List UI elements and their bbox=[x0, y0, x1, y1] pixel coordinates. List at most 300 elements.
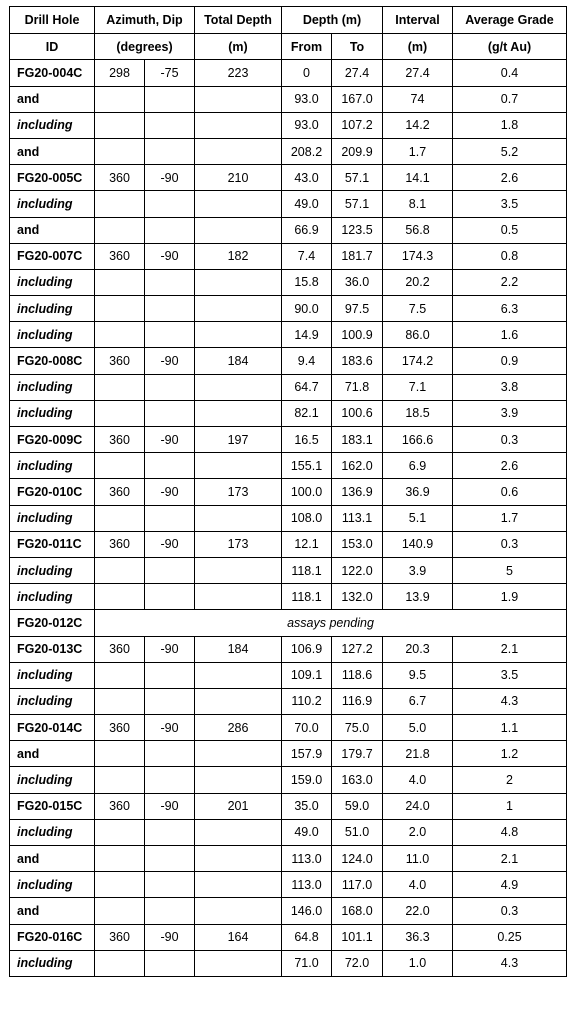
grade-cell: 6.3 bbox=[453, 296, 567, 322]
from-cell: 157.9 bbox=[282, 741, 332, 767]
interval-cell: 13.9 bbox=[383, 584, 453, 610]
grade-cell: 3.5 bbox=[453, 191, 567, 217]
interval-cell: 166.6 bbox=[383, 427, 453, 453]
azimuth-cell bbox=[95, 741, 145, 767]
drill-hole-id-cell: and bbox=[10, 846, 95, 872]
drill-hole-id-cell: including bbox=[10, 400, 95, 426]
azimuth-cell: 298 bbox=[95, 60, 145, 86]
grade-cell: 1.7 bbox=[453, 505, 567, 531]
interval-cell: 14.1 bbox=[383, 165, 453, 191]
from-cell: 208.2 bbox=[282, 138, 332, 164]
dip-cell bbox=[145, 453, 195, 479]
interval-cell: 174.3 bbox=[383, 243, 453, 269]
total-depth-cell bbox=[195, 819, 282, 845]
grade-cell: 4.3 bbox=[453, 688, 567, 714]
header-row-1 bbox=[10, 7, 567, 34]
dip-cell bbox=[145, 86, 195, 112]
grade-cell: 4.8 bbox=[453, 819, 567, 845]
from-cell: 35.0 bbox=[282, 793, 332, 819]
drill-hole-id-cell: including bbox=[10, 322, 95, 348]
table-row bbox=[10, 322, 567, 348]
from-cell: 15.8 bbox=[282, 269, 332, 295]
interval-cell: 11.0 bbox=[383, 846, 453, 872]
grade-cell: 0.7 bbox=[453, 86, 567, 112]
total-depth-cell: 184 bbox=[195, 348, 282, 374]
azimuth-cell bbox=[95, 322, 145, 348]
dip-cell bbox=[145, 269, 195, 295]
interval-cell: 86.0 bbox=[383, 322, 453, 348]
interval-cell: 3.9 bbox=[383, 557, 453, 583]
to-cell: 183.6 bbox=[332, 348, 383, 374]
azimuth-cell bbox=[95, 191, 145, 217]
header-azimuth-dip: Azimuth, Dip bbox=[95, 7, 195, 34]
from-cell: 49.0 bbox=[282, 191, 332, 217]
total-depth-cell bbox=[195, 453, 282, 479]
drill-hole-id-cell: FG20-007C bbox=[10, 243, 95, 269]
grade-cell: 1 bbox=[453, 793, 567, 819]
dip-cell bbox=[145, 191, 195, 217]
table-row bbox=[10, 924, 567, 950]
table-row bbox=[10, 400, 567, 426]
total-depth-cell: 286 bbox=[195, 715, 282, 741]
header-total-depth-unit: (m) bbox=[195, 33, 282, 60]
drill-hole-id-cell: including bbox=[10, 950, 95, 976]
drill-hole-id-cell: FG20-012C bbox=[10, 610, 95, 636]
to-cell: 116.9 bbox=[332, 688, 383, 714]
assays-pending-note: assays pending bbox=[95, 610, 567, 636]
table-row bbox=[10, 453, 567, 479]
from-cell: 64.7 bbox=[282, 374, 332, 400]
total-depth-cell bbox=[195, 86, 282, 112]
drill-hole-id-cell: including bbox=[10, 688, 95, 714]
from-cell: 93.0 bbox=[282, 86, 332, 112]
to-cell: 59.0 bbox=[332, 793, 383, 819]
interval-cell: 6.9 bbox=[383, 453, 453, 479]
drill-hole-id-cell: including bbox=[10, 374, 95, 400]
drill-hole-id-cell: and bbox=[10, 741, 95, 767]
drill-hole-id-cell: FG20-014C bbox=[10, 715, 95, 741]
drill-hole-id-cell: including bbox=[10, 269, 95, 295]
to-cell: 162.0 bbox=[332, 453, 383, 479]
from-cell: 16.5 bbox=[282, 427, 332, 453]
grade-cell: 1.8 bbox=[453, 112, 567, 138]
total-depth-cell bbox=[195, 898, 282, 924]
total-depth-cell: 223 bbox=[195, 60, 282, 86]
to-cell: 100.9 bbox=[332, 322, 383, 348]
total-depth-cell bbox=[195, 767, 282, 793]
grade-cell: 2.1 bbox=[453, 846, 567, 872]
total-depth-cell bbox=[195, 322, 282, 348]
header-interval-unit: (m) bbox=[383, 33, 453, 60]
total-depth-cell: 164 bbox=[195, 924, 282, 950]
from-cell: 110.2 bbox=[282, 688, 332, 714]
azimuth-cell bbox=[95, 138, 145, 164]
from-cell: 0 bbox=[282, 60, 332, 86]
dip-cell bbox=[145, 322, 195, 348]
azimuth-cell: 360 bbox=[95, 924, 145, 950]
interval-cell: 5.1 bbox=[383, 505, 453, 531]
drill-results-table-container bbox=[9, 6, 567, 977]
table-row bbox=[10, 767, 567, 793]
grade-cell: 0.6 bbox=[453, 479, 567, 505]
azimuth-cell bbox=[95, 767, 145, 793]
drill-hole-id-cell: FG20-005C bbox=[10, 165, 95, 191]
azimuth-cell bbox=[95, 688, 145, 714]
grade-cell: 0.3 bbox=[453, 898, 567, 924]
table-row bbox=[10, 348, 567, 374]
from-cell: 100.0 bbox=[282, 479, 332, 505]
dip-cell bbox=[145, 819, 195, 845]
total-depth-cell bbox=[195, 296, 282, 322]
total-depth-cell bbox=[195, 505, 282, 531]
dip-cell: -90 bbox=[145, 531, 195, 557]
total-depth-cell: 182 bbox=[195, 243, 282, 269]
dip-cell bbox=[145, 296, 195, 322]
grade-cell: 0.8 bbox=[453, 243, 567, 269]
interval-cell: 21.8 bbox=[383, 741, 453, 767]
from-cell: 9.4 bbox=[282, 348, 332, 374]
total-depth-cell: 210 bbox=[195, 165, 282, 191]
total-depth-cell bbox=[195, 217, 282, 243]
to-cell: 168.0 bbox=[332, 898, 383, 924]
grade-cell: 0.4 bbox=[453, 60, 567, 86]
dip-cell bbox=[145, 898, 195, 924]
azimuth-cell bbox=[95, 819, 145, 845]
table-row bbox=[10, 846, 567, 872]
to-cell: 127.2 bbox=[332, 636, 383, 662]
drill-hole-id-cell: FG20-008C bbox=[10, 348, 95, 374]
table-row bbox=[10, 688, 567, 714]
to-cell: 118.6 bbox=[332, 662, 383, 688]
interval-cell: 7.1 bbox=[383, 374, 453, 400]
table-row bbox=[10, 505, 567, 531]
to-cell: 57.1 bbox=[332, 191, 383, 217]
to-cell: 51.0 bbox=[332, 819, 383, 845]
interval-cell: 18.5 bbox=[383, 400, 453, 426]
interval-cell: 9.5 bbox=[383, 662, 453, 688]
table-row bbox=[10, 269, 567, 295]
from-cell: 71.0 bbox=[282, 950, 332, 976]
interval-cell: 4.0 bbox=[383, 767, 453, 793]
table-row bbox=[10, 296, 567, 322]
table-row bbox=[10, 584, 567, 610]
azimuth-cell: 360 bbox=[95, 165, 145, 191]
total-depth-cell bbox=[195, 557, 282, 583]
grade-cell: 0.9 bbox=[453, 348, 567, 374]
dip-cell: -90 bbox=[145, 427, 195, 453]
table-row bbox=[10, 741, 567, 767]
from-cell: 93.0 bbox=[282, 112, 332, 138]
interval-cell: 56.8 bbox=[383, 217, 453, 243]
azimuth-cell: 360 bbox=[95, 348, 145, 374]
to-cell: 72.0 bbox=[332, 950, 383, 976]
from-cell: 146.0 bbox=[282, 898, 332, 924]
dip-cell: -90 bbox=[145, 479, 195, 505]
dip-cell: -90 bbox=[145, 348, 195, 374]
header-depth: Depth (m) bbox=[282, 7, 383, 34]
to-cell: 124.0 bbox=[332, 846, 383, 872]
total-depth-cell: 184 bbox=[195, 636, 282, 662]
dip-cell bbox=[145, 584, 195, 610]
grade-cell: 5.2 bbox=[453, 138, 567, 164]
from-cell: 64.8 bbox=[282, 924, 332, 950]
drill-hole-id-cell: including bbox=[10, 453, 95, 479]
dip-cell: -90 bbox=[145, 243, 195, 269]
to-cell: 153.0 bbox=[332, 531, 383, 557]
interval-cell: 1.7 bbox=[383, 138, 453, 164]
dip-cell bbox=[145, 662, 195, 688]
grade-cell: 1.2 bbox=[453, 741, 567, 767]
from-cell: 70.0 bbox=[282, 715, 332, 741]
dip-cell: -90 bbox=[145, 165, 195, 191]
dip-cell: -90 bbox=[145, 793, 195, 819]
from-cell: 113.0 bbox=[282, 846, 332, 872]
azimuth-cell: 360 bbox=[95, 243, 145, 269]
dip-cell bbox=[145, 505, 195, 531]
header-drill-hole: Drill Hole bbox=[10, 7, 95, 34]
grade-cell: 0.3 bbox=[453, 427, 567, 453]
drill-hole-id-cell: including bbox=[10, 112, 95, 138]
interval-cell: 140.9 bbox=[383, 531, 453, 557]
total-depth-cell: 173 bbox=[195, 531, 282, 557]
drill-hole-id-cell: including bbox=[10, 662, 95, 688]
interval-cell: 20.3 bbox=[383, 636, 453, 662]
azimuth-cell bbox=[95, 557, 145, 583]
table-row bbox=[10, 636, 567, 662]
azimuth-cell bbox=[95, 898, 145, 924]
azimuth-cell bbox=[95, 453, 145, 479]
total-depth-cell bbox=[195, 662, 282, 688]
azimuth-cell: 360 bbox=[95, 793, 145, 819]
table-row bbox=[10, 819, 567, 845]
dip-cell bbox=[145, 557, 195, 583]
drill-hole-id-cell: FG20-011C bbox=[10, 531, 95, 557]
interval-cell: 74 bbox=[383, 86, 453, 112]
table-body bbox=[10, 60, 567, 977]
header-to: To bbox=[332, 33, 383, 60]
dip-cell bbox=[145, 688, 195, 714]
from-cell: 118.1 bbox=[282, 584, 332, 610]
dip-cell bbox=[145, 138, 195, 164]
from-cell: 108.0 bbox=[282, 505, 332, 531]
header-degrees: (degrees) bbox=[95, 33, 195, 60]
total-depth-cell bbox=[195, 112, 282, 138]
interval-cell: 174.2 bbox=[383, 348, 453, 374]
total-depth-cell bbox=[195, 138, 282, 164]
azimuth-cell bbox=[95, 584, 145, 610]
total-depth-cell: 197 bbox=[195, 427, 282, 453]
header-row-2 bbox=[10, 33, 567, 60]
interval-cell: 22.0 bbox=[383, 898, 453, 924]
grade-cell: 2.2 bbox=[453, 269, 567, 295]
azimuth-cell bbox=[95, 872, 145, 898]
to-cell: 27.4 bbox=[332, 60, 383, 86]
azimuth-cell bbox=[95, 269, 145, 295]
dip-cell bbox=[145, 112, 195, 138]
from-cell: 66.9 bbox=[282, 217, 332, 243]
interval-cell: 2.0 bbox=[383, 819, 453, 845]
total-depth-cell bbox=[195, 688, 282, 714]
azimuth-cell: 360 bbox=[95, 531, 145, 557]
total-depth-cell bbox=[195, 191, 282, 217]
dip-cell bbox=[145, 400, 195, 426]
dip-cell: -90 bbox=[145, 924, 195, 950]
to-cell: 179.7 bbox=[332, 741, 383, 767]
azimuth-cell bbox=[95, 662, 145, 688]
total-depth-cell bbox=[195, 269, 282, 295]
azimuth-cell bbox=[95, 846, 145, 872]
to-cell: 122.0 bbox=[332, 557, 383, 583]
azimuth-cell: 360 bbox=[95, 427, 145, 453]
drill-hole-id-cell: including bbox=[10, 296, 95, 322]
interval-cell: 24.0 bbox=[383, 793, 453, 819]
to-cell: 183.1 bbox=[332, 427, 383, 453]
to-cell: 136.9 bbox=[332, 479, 383, 505]
to-cell: 163.0 bbox=[332, 767, 383, 793]
to-cell: 101.1 bbox=[332, 924, 383, 950]
interval-cell: 8.1 bbox=[383, 191, 453, 217]
from-cell: 109.1 bbox=[282, 662, 332, 688]
interval-cell: 36.9 bbox=[383, 479, 453, 505]
table-row bbox=[10, 715, 567, 741]
grade-cell: 3.8 bbox=[453, 374, 567, 400]
drill-hole-id-cell: FG20-010C bbox=[10, 479, 95, 505]
header-average-grade: Average Grade bbox=[453, 7, 567, 34]
azimuth-cell: 360 bbox=[95, 636, 145, 662]
total-depth-cell bbox=[195, 374, 282, 400]
grade-cell: 3.5 bbox=[453, 662, 567, 688]
grade-cell: 0.25 bbox=[453, 924, 567, 950]
total-depth-cell bbox=[195, 400, 282, 426]
to-cell: 132.0 bbox=[332, 584, 383, 610]
from-cell: 43.0 bbox=[282, 165, 332, 191]
drill-results-table bbox=[9, 6, 567, 977]
grade-cell: 1.1 bbox=[453, 715, 567, 741]
interval-cell: 14.2 bbox=[383, 112, 453, 138]
grade-cell: 2 bbox=[453, 767, 567, 793]
to-cell: 71.8 bbox=[332, 374, 383, 400]
azimuth-cell: 360 bbox=[95, 479, 145, 505]
total-depth-cell bbox=[195, 584, 282, 610]
azimuth-cell: 360 bbox=[95, 715, 145, 741]
total-depth-cell bbox=[195, 741, 282, 767]
grade-cell: 0.5 bbox=[453, 217, 567, 243]
azimuth-cell bbox=[95, 296, 145, 322]
drill-hole-id-cell: FG20-016C bbox=[10, 924, 95, 950]
grade-cell: 5 bbox=[453, 557, 567, 583]
drill-hole-id-cell: including bbox=[10, 191, 95, 217]
table-row bbox=[10, 557, 567, 583]
from-cell: 106.9 bbox=[282, 636, 332, 662]
total-depth-cell bbox=[195, 846, 282, 872]
total-depth-cell bbox=[195, 872, 282, 898]
table-row bbox=[10, 950, 567, 976]
header-interval: Interval bbox=[383, 7, 453, 34]
grade-cell: 2.6 bbox=[453, 453, 567, 479]
from-cell: 49.0 bbox=[282, 819, 332, 845]
table-row bbox=[10, 217, 567, 243]
interval-cell: 5.0 bbox=[383, 715, 453, 741]
from-cell: 12.1 bbox=[282, 531, 332, 557]
to-cell: 107.2 bbox=[332, 112, 383, 138]
to-cell: 75.0 bbox=[332, 715, 383, 741]
azimuth-cell bbox=[95, 400, 145, 426]
to-cell: 100.6 bbox=[332, 400, 383, 426]
drill-hole-id-cell: including bbox=[10, 819, 95, 845]
drill-hole-id-cell: and bbox=[10, 138, 95, 164]
from-cell: 159.0 bbox=[282, 767, 332, 793]
dip-cell bbox=[145, 872, 195, 898]
grade-cell: 0.3 bbox=[453, 531, 567, 557]
header-drill-hole-id: ID bbox=[10, 33, 95, 60]
grade-cell: 2.1 bbox=[453, 636, 567, 662]
to-cell: 123.5 bbox=[332, 217, 383, 243]
drill-hole-id-cell: including bbox=[10, 767, 95, 793]
table-row bbox=[10, 138, 567, 164]
dip-cell: -90 bbox=[145, 715, 195, 741]
table-row bbox=[10, 86, 567, 112]
interval-cell: 6.7 bbox=[383, 688, 453, 714]
to-cell: 113.1 bbox=[332, 505, 383, 531]
interval-cell: 27.4 bbox=[383, 60, 453, 86]
drill-hole-id-cell: including bbox=[10, 505, 95, 531]
grade-cell: 1.6 bbox=[453, 322, 567, 348]
interval-cell: 1.0 bbox=[383, 950, 453, 976]
dip-cell bbox=[145, 950, 195, 976]
header-grade-unit: (g/t Au) bbox=[453, 33, 567, 60]
drill-hole-id-cell: and bbox=[10, 86, 95, 112]
grade-cell: 3.9 bbox=[453, 400, 567, 426]
from-cell: 113.0 bbox=[282, 872, 332, 898]
to-cell: 36.0 bbox=[332, 269, 383, 295]
grade-cell: 2.6 bbox=[453, 165, 567, 191]
interval-cell: 7.5 bbox=[383, 296, 453, 322]
interval-cell: 36.3 bbox=[383, 924, 453, 950]
interval-cell: 20.2 bbox=[383, 269, 453, 295]
drill-hole-id-cell: and bbox=[10, 217, 95, 243]
drill-hole-id-cell: FG20-013C bbox=[10, 636, 95, 662]
table-row bbox=[10, 662, 567, 688]
table-row bbox=[10, 112, 567, 138]
to-cell: 167.0 bbox=[332, 86, 383, 112]
from-cell: 90.0 bbox=[282, 296, 332, 322]
grade-cell: 1.9 bbox=[453, 584, 567, 610]
drill-hole-id-cell: FG20-015C bbox=[10, 793, 95, 819]
header-from: From bbox=[282, 33, 332, 60]
drill-hole-id-cell: and bbox=[10, 898, 95, 924]
table-row bbox=[10, 479, 567, 505]
total-depth-cell bbox=[195, 950, 282, 976]
azimuth-cell bbox=[95, 86, 145, 112]
dip-cell bbox=[145, 374, 195, 400]
drill-hole-id-cell: FG20-009C bbox=[10, 427, 95, 453]
table-row bbox=[10, 191, 567, 217]
dip-cell bbox=[145, 741, 195, 767]
dip-cell: -90 bbox=[145, 636, 195, 662]
drill-hole-id-cell: including bbox=[10, 584, 95, 610]
table-row bbox=[10, 793, 567, 819]
table-row bbox=[10, 243, 567, 269]
dip-cell: -75 bbox=[145, 60, 195, 86]
to-cell: 97.5 bbox=[332, 296, 383, 322]
drill-hole-id-cell: including bbox=[10, 557, 95, 583]
table-row bbox=[10, 872, 567, 898]
grade-cell: 4.9 bbox=[453, 872, 567, 898]
to-cell: 181.7 bbox=[332, 243, 383, 269]
grade-cell: 4.3 bbox=[453, 950, 567, 976]
total-depth-cell: 201 bbox=[195, 793, 282, 819]
from-cell: 118.1 bbox=[282, 557, 332, 583]
